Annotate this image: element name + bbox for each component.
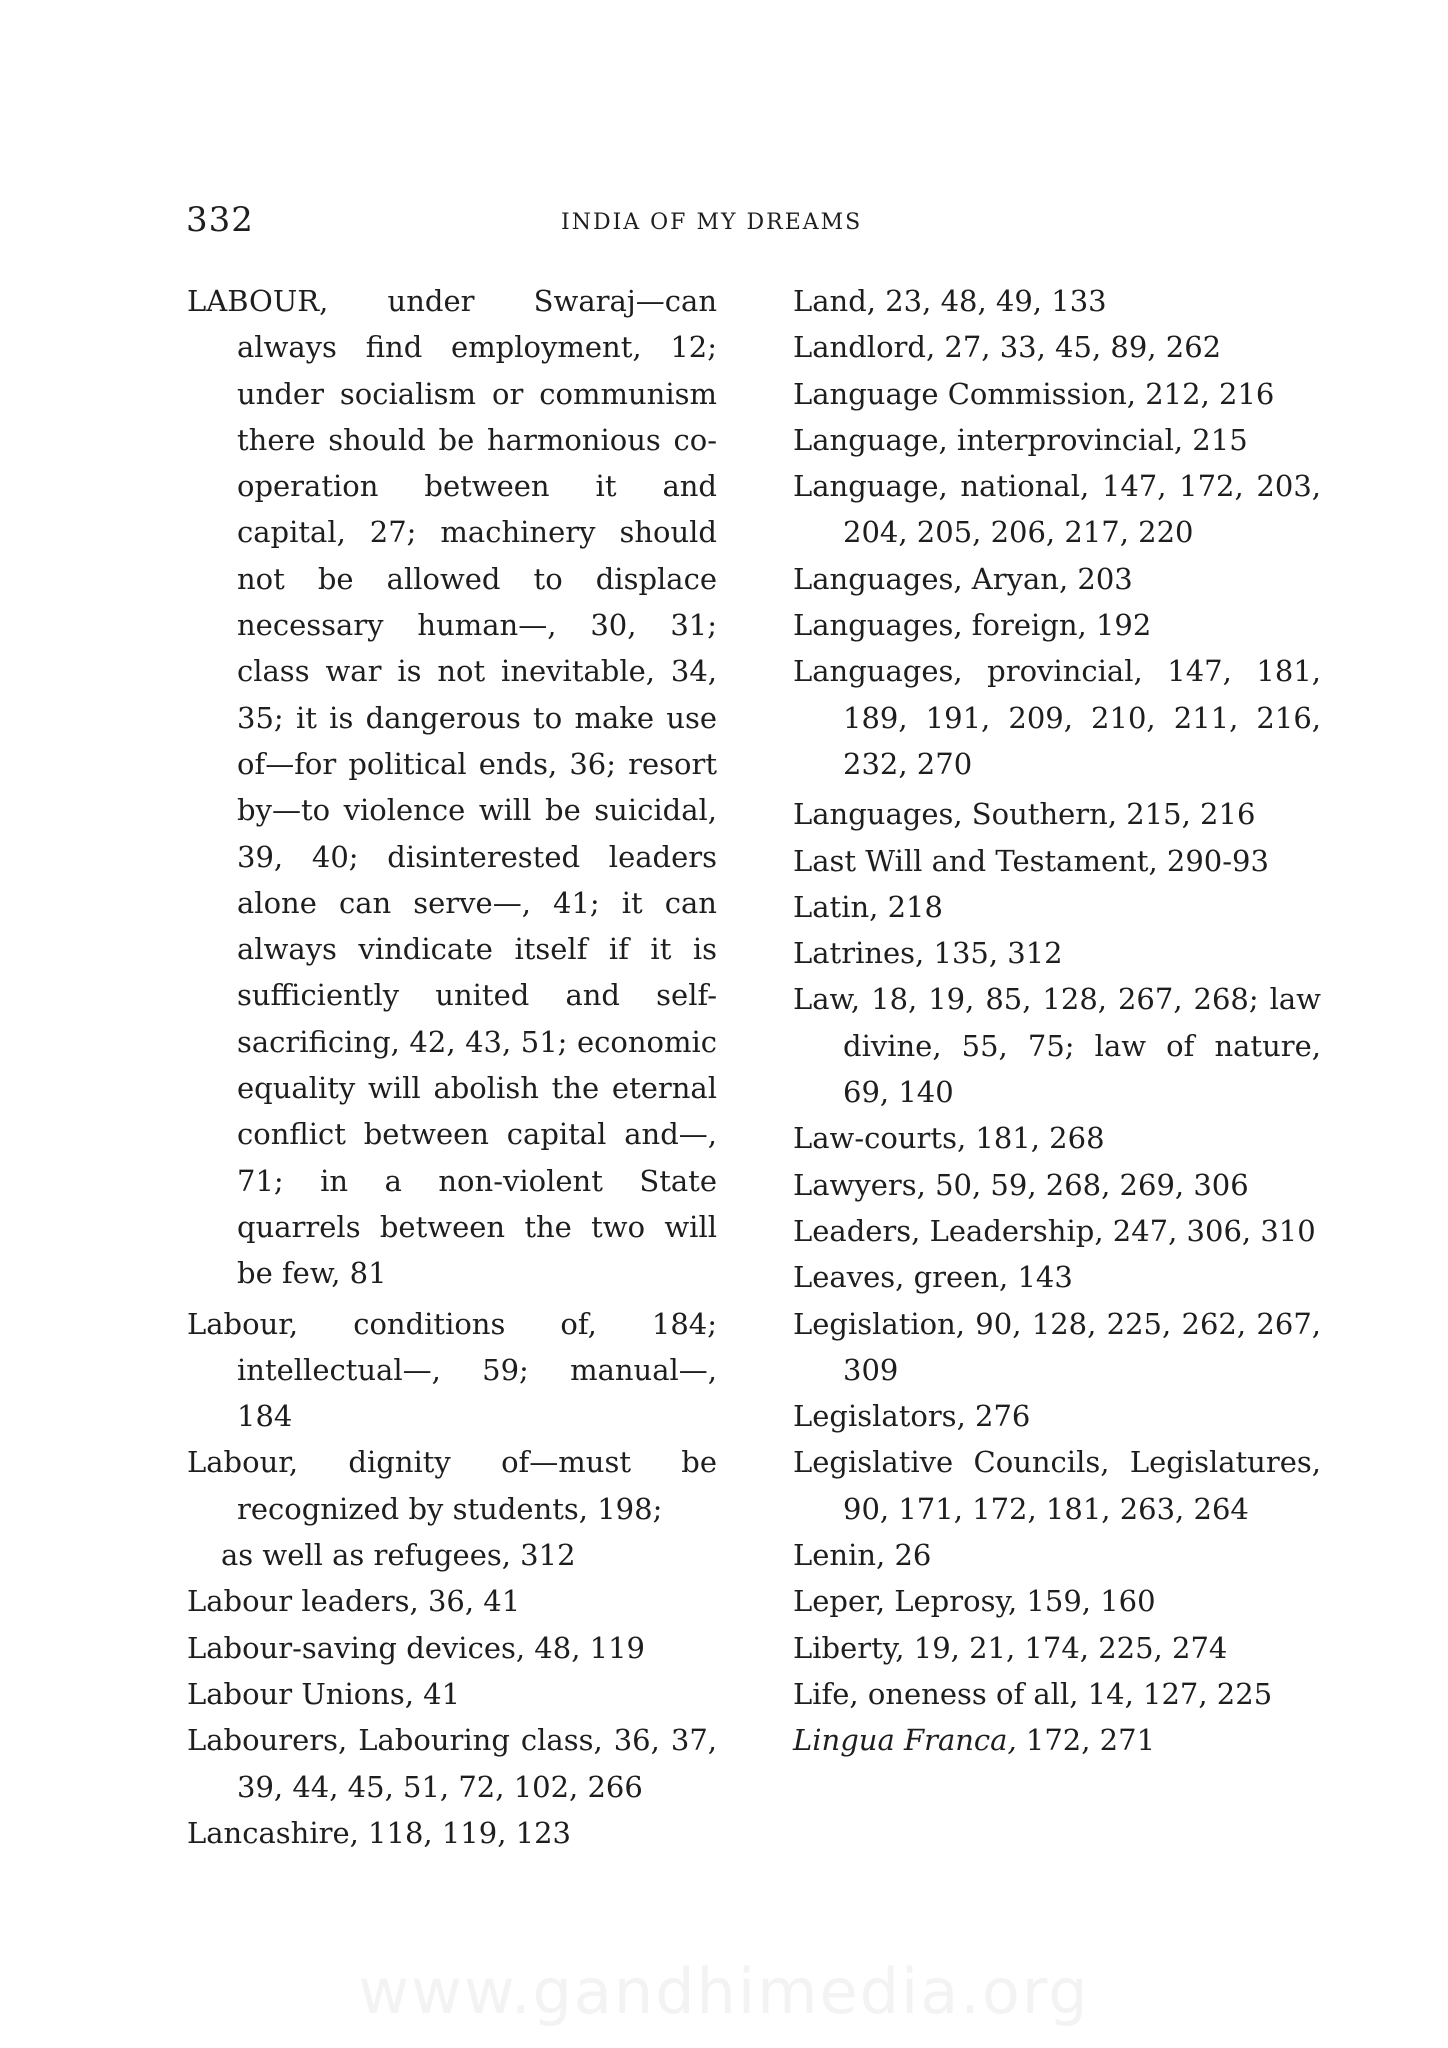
index-entry: Languages, foreign, 192 [793,608,1152,643]
index-column-left [187,278,717,1856]
index-entry: Latrines, 135, 312 [793,936,1063,971]
index-entry: Law, 18, 19, 85, 128, 267, 268; law divine, 55, 75; law of nature, 69, 140 [793,982,1321,1110]
index-entry: Leaves, green, 143 [793,1260,1073,1295]
index-entry-text: Labour, dignity of—must be recognized by students, 198; [187,1445,717,1526]
page-number: 332 [186,200,254,240]
index-entry: Language, interprovincial, 215 [793,422,1248,457]
index-entry: Law-courts, 181, 268 [793,1121,1105,1156]
index-entry: Labourers, Labouring class, 36, 37, 39, 44, 45, 51, 72, 102, 266 [187,1723,717,1804]
index-entry: Leper, Leprosy, 159, 160 [793,1584,1156,1619]
index-entry: Landlord, 27, 33, 45, 89, 262 [793,330,1222,365]
index-entry: Languages, provincial, 147, 181, 189, 191, 209, 210, 211, 216, 232, 270 [793,654,1321,781]
index-entry: Liberty, 19, 21, 174, 225, 274 [793,1630,1228,1665]
index-entry: Lawyers, 50, 59, 268, 269, 306 [793,1167,1249,1202]
index-entry: LABOUR, under Swaraj—can always find employment, 12; under socialism or communism there should be harmonious co-operation between it and capital, 27; machinery should not be allowed to displace necessary human—, 30, 31; class war is not inevitable, 34, 35; it is dangerous to make use of—for political ends, 36; resort by—to violence will be suicidal, 39, 40; disinterested leaders alone can serve—, 41; it can always vindicate itself if it is sufficiently united and self-sacrificing, 42, 43, 51; economic equality will abolish the eternal conflict between capital and—, 71; in a non-violent State quarrels between the two will be few, 81 [187,284,717,1291]
index-entry: Land, 23, 48, 49, 133 [793,284,1107,318]
index-entry: Labour-saving devices, 48, 119 [187,1630,645,1665]
index-entry: Language, national, 147, 172, 203, 204, 205, 206, 217, 220 [793,469,1321,550]
index-entry [187,1439,717,1578]
index-entry: Languages, Southern, 215, 216 [793,797,1256,832]
index-entry: Labour, conditions of, 184; intellectual—, 59; manual—, 184 [187,1306,717,1434]
index-column-right [793,278,1321,1764]
index-entry: Latin, 218 [793,889,943,924]
index-entry: Labour leaders, 36, 41 [187,1584,521,1619]
index-entry: Legislative Councils, Legislatures, 90, 171, 172, 181, 263, 264 [793,1445,1321,1526]
index-entry-continuation: as well as refugees, 312 [221,1538,576,1573]
index-entry: Last Will and Testament, 290-93 [793,843,1269,878]
page-header [186,200,1326,250]
index-entry: Legislators, 276 [793,1399,1031,1434]
index-entry: Languages, Aryan, 203 [793,561,1133,596]
index-entry: Labour Unions, 41 [187,1676,461,1711]
index-entry: Life, oneness of all, 14, 127, 225 [793,1676,1273,1711]
index-entry [793,1717,1321,1763]
index-entry: Leaders, Leadership, 247, 306, 310 [793,1213,1316,1248]
watermark: www.gandhimedia.org [358,1955,1090,2028]
index-entry: Lancashire, 118, 119, 123 [187,1815,571,1850]
index-entry: Legislation, 90, 128, 225, 262, 267, 309 [793,1306,1321,1387]
index-entry-italic-term: Lingua Franca, [793,1723,1017,1758]
index-entry-page-refs: 172, 271 [1016,1723,1156,1758]
running-title: INDIA OF MY DREAMS [561,210,863,235]
index-entry: Language Commission, 212, 216 [793,376,1275,411]
index-entry: Lenin, 26 [793,1538,932,1573]
